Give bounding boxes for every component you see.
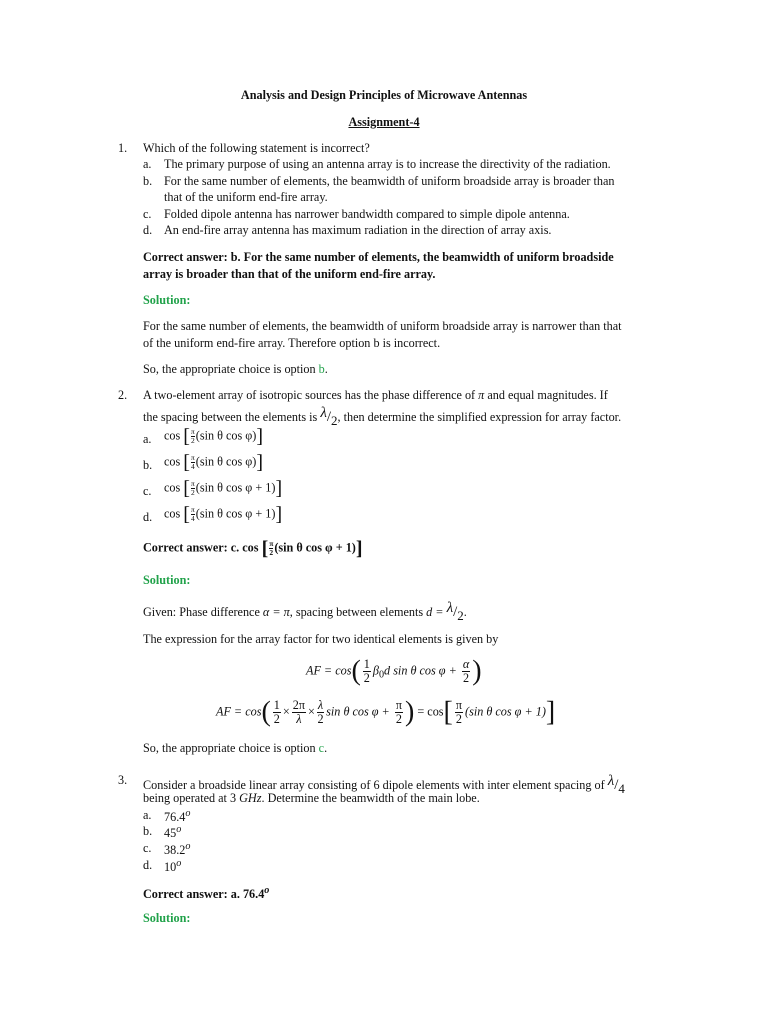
solution-label: Solution: [143, 911, 191, 925]
choice-line: So, the appropriate choice is option c. [143, 741, 328, 755]
correct-answer: Correct answer: b. For the same number of elements, the beamwidth of uniform broadside [143, 250, 614, 264]
question-text-continued: being operated at 3 GHz. Determine the beamwidth of the main lobe. [143, 791, 480, 805]
option-letter: b. [143, 174, 153, 188]
correct-answer: Correct answer: a. 76.4$^o$ [143, 885, 270, 902]
option-text-continued: that of the uniform end-fire array. [164, 190, 328, 204]
question-text: Which of the following statement is incorrect? [143, 141, 370, 155]
question-number: 3. [118, 773, 128, 787]
option-letter: a. [143, 808, 152, 822]
question-text: Consider a broadside linear array consisting of 6 dipole elements with inter element spacing of λ/4 [143, 773, 625, 796]
option-letter: d. [143, 510, 153, 524]
option-text: For the same number of elements, the beamwidth of uniform broadside array is broader than [164, 174, 615, 188]
option-value: 10$^o$ [164, 858, 182, 875]
option-value: 38.2$^o$ [164, 841, 191, 858]
option-letter: d. [143, 223, 153, 237]
option-value: 45$^o$ [164, 824, 182, 841]
solution-label: Solution: [143, 573, 191, 587]
question-number: 1. [118, 141, 128, 155]
option-letter: a. [143, 432, 152, 446]
option-letter: c. [143, 841, 152, 855]
solution-text-continued: of the uniform end-fire array. Therefore option b is incorrect. [143, 336, 441, 350]
option-formula: cos [ $\frac{\pi}{4}$ (sin θ cos φ)] [164, 451, 264, 474]
option-letter: d. [143, 858, 153, 872]
solution-text: The expression for the array factor for two identical elements is given by [143, 632, 499, 646]
document-title: Analysis and Design Principles of Microwave Antennas [240, 88, 528, 102]
choice-line: So, the appropriate choice is option b. [143, 362, 328, 376]
solution-text: For the same number of elements, the beamwidth of uniform broadside array is narrower than that [143, 319, 622, 333]
choice-letter: c [318, 741, 325, 755]
option-letter: a. [143, 157, 152, 171]
question-text-continued: the spacing between the elements is λ/2, then determine the simplified expression for array factor. [143, 405, 622, 428]
option-text: Folded dipole antenna has narrower bandwidth compared to simple dipole antenna. [164, 207, 570, 221]
option-value: 76.4$^o$ [164, 808, 191, 825]
correct-answer: Correct answer: c. cos [ $\frac{\pi}{2}$ (sin θ cos φ + 1)] [143, 537, 363, 560]
equation-array-factor-simplified: AF = cos( $\frac{1}{2}$ × $\frac{2\pi}{\lambda}$ × $\frac{\lambda}{2}$ sin θ cos φ + $\frac{\pi}{2}$ ) = cos[ $\frac{\pi}{2}$ (sin θ cos φ + 1)] [216, 696, 556, 728]
option-letter: c. [143, 484, 152, 498]
option-text: The primary purpose of using an antenna array is to increase the directivity of the radiation. [164, 157, 611, 171]
choice-letter: b [318, 362, 325, 376]
assignment-heading: Assignment-4 [348, 115, 420, 129]
option-letter: c. [143, 207, 152, 221]
option-text: An end-fire array antenna has maximum radiation in the direction of array axis. [164, 223, 552, 237]
solution-given: Given: Phase difference α = π, spacing between elements d = λ/2. [143, 600, 467, 623]
option-formula: cos [ $\frac{\pi}{2}$ (sin θ cos φ + 1)] [164, 477, 283, 500]
question-text: A two-element array of isotropic sources has the phase difference of π and equal magnitudes. If [143, 388, 608, 402]
option-formula: cos [ $\frac{\pi}{2}$ (sin θ cos φ)] [164, 425, 264, 448]
solution-label: Solution: [143, 293, 191, 307]
equation-array-factor: AF = cos( $\frac{1}{2}$ $\beta_0d$ sin θ cos φ + $\frac{\alpha}{2}$ ) [306, 655, 482, 687]
question-number: 2. [118, 388, 128, 402]
option-formula: cos [ $\frac{\pi}{4}$ (sin θ cos φ + 1)] [164, 503, 283, 526]
option-letter: b. [143, 824, 153, 838]
option-letter: b. [143, 458, 153, 472]
correct-answer-continued: array is broader than that of the uniform end-fire array. [143, 267, 436, 281]
